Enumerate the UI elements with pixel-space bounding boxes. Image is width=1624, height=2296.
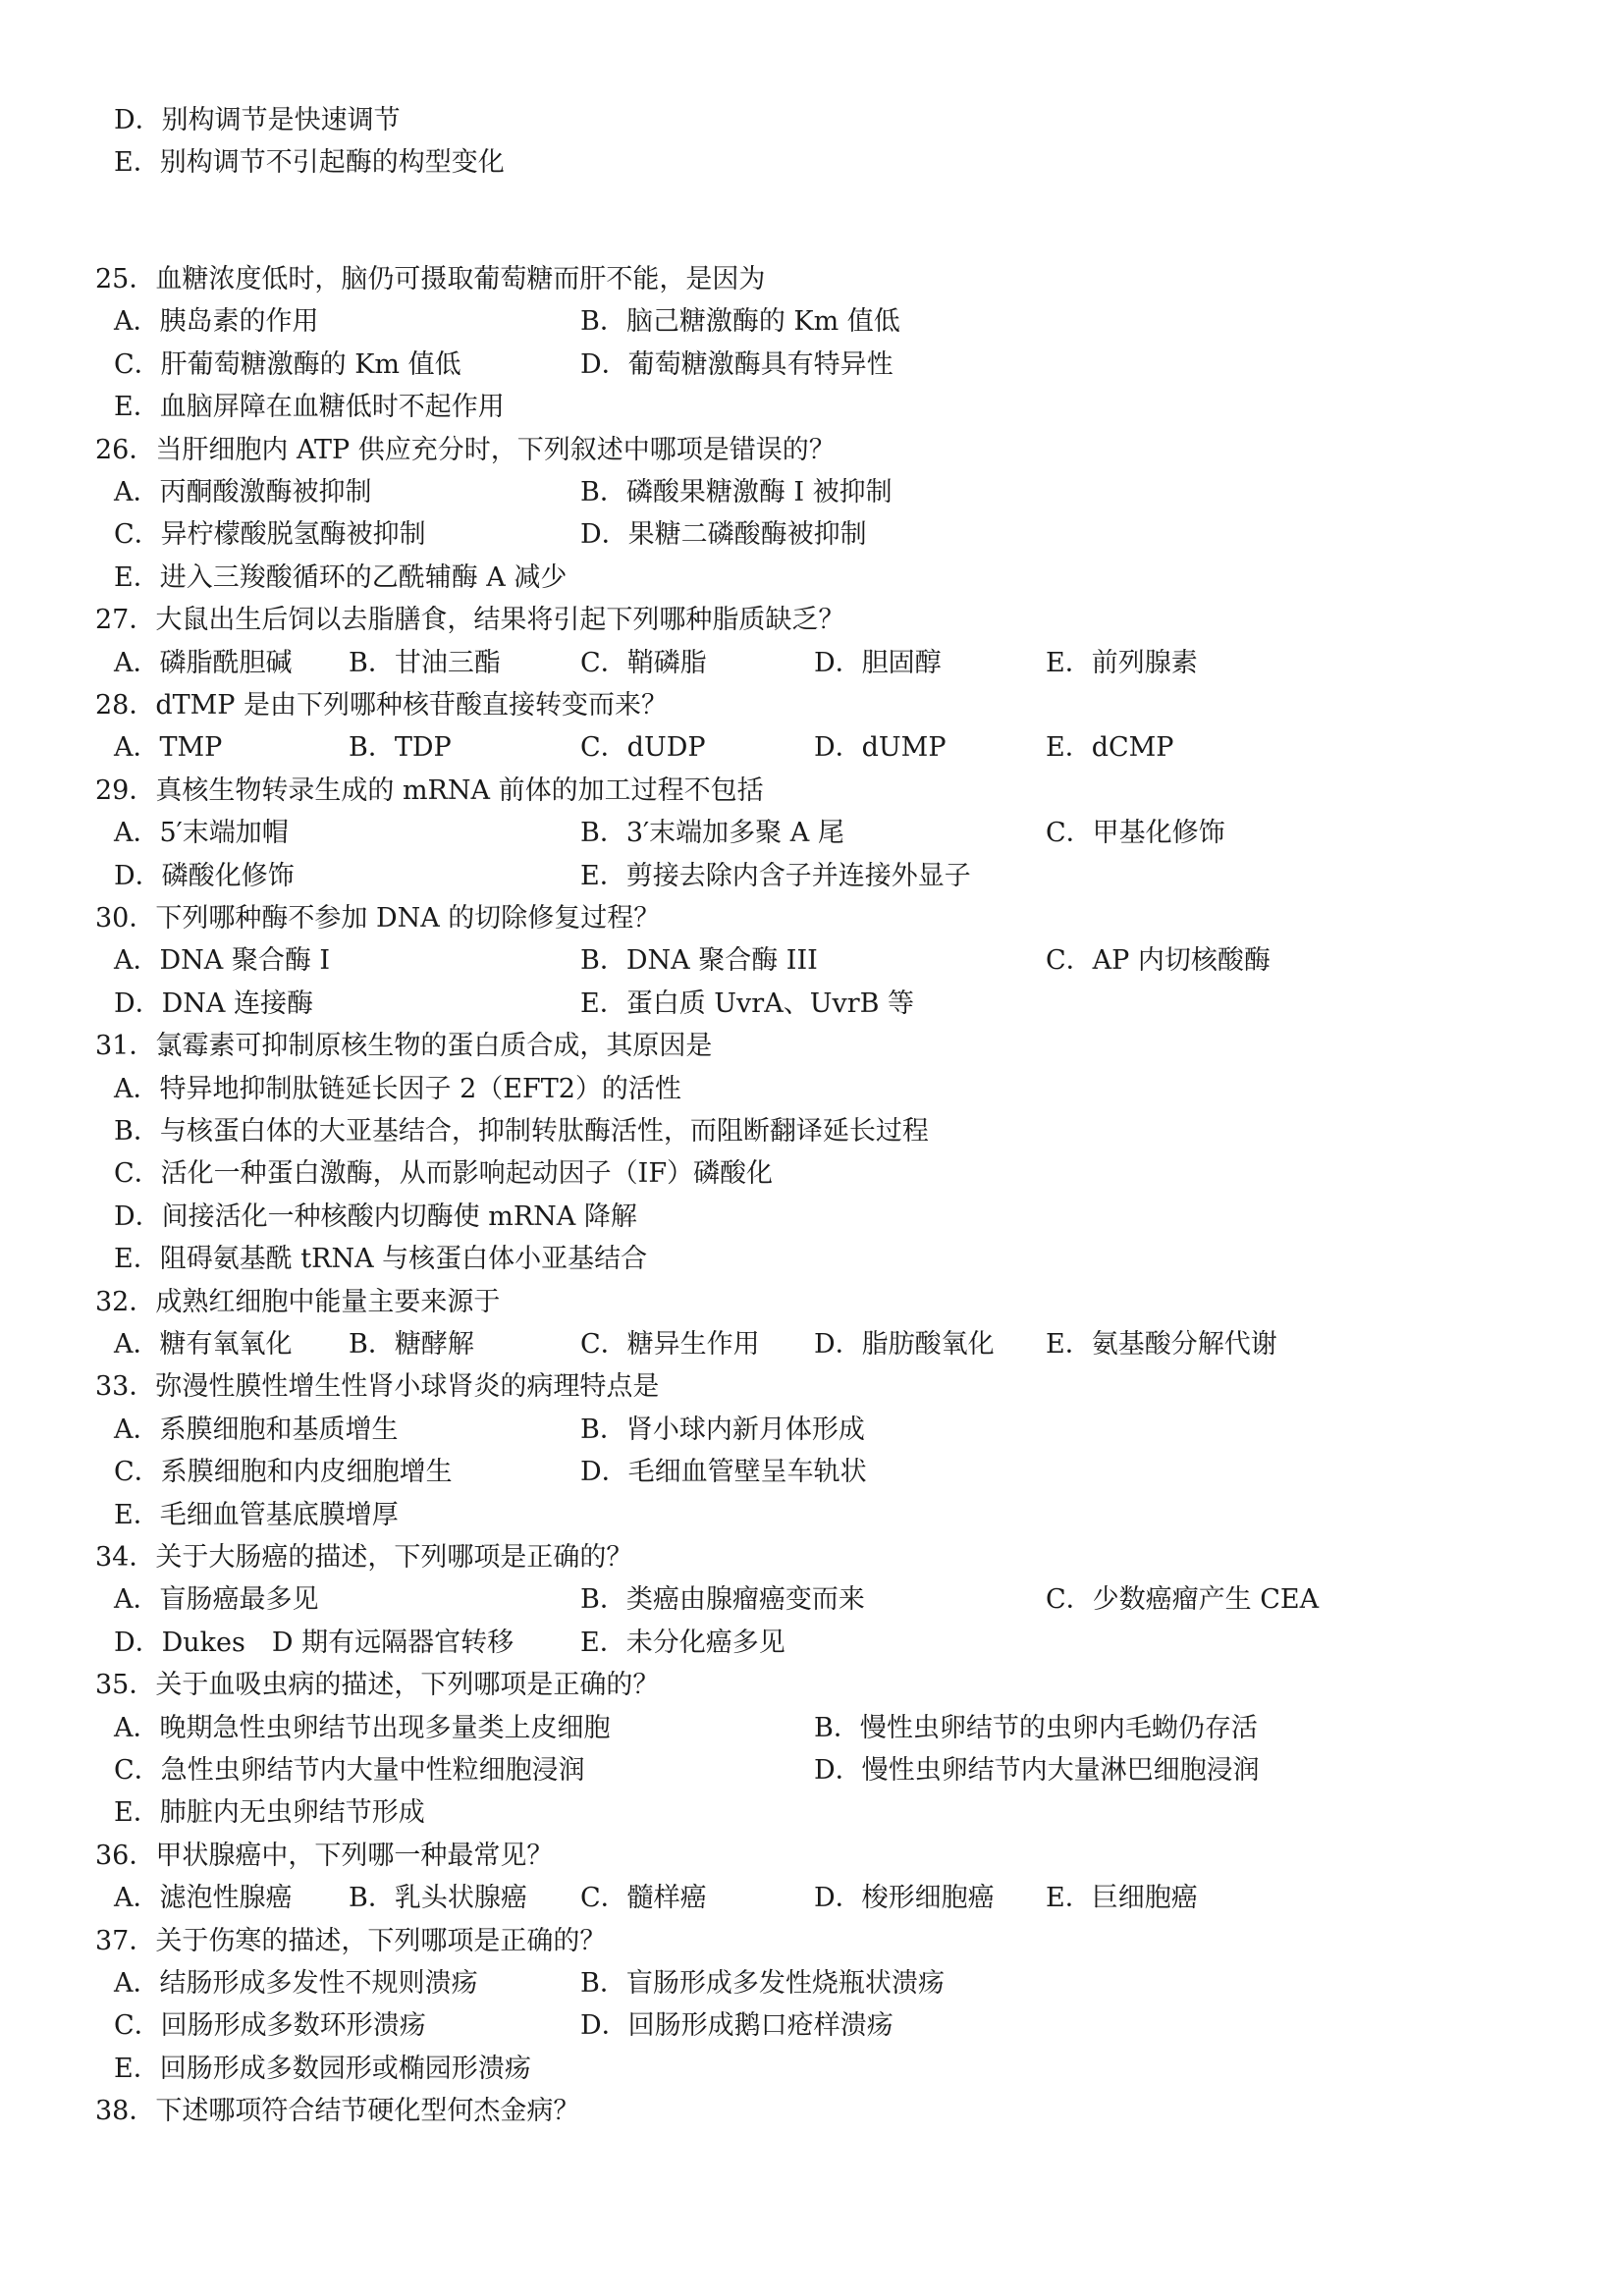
question-stem xyxy=(0,1664,1624,1706)
option-row xyxy=(0,99,1624,141)
option: A．5′末端加帽 xyxy=(114,818,289,849)
question-text: 26．当肝细胞内 ATP 供应充分时，下列叙述中哪项是错误的？ xyxy=(95,434,836,465)
option: D．果糖二磷酸酶被抑制 xyxy=(580,519,867,551)
question-stem xyxy=(0,429,1624,471)
option: B．DNA 聚合酶 III xyxy=(580,945,818,977)
option: A．盲肠癌最多见 xyxy=(114,1584,319,1616)
option-row xyxy=(0,141,1624,184)
option-row xyxy=(0,1494,1624,1536)
option-row xyxy=(0,1323,1624,1365)
option: C．系膜细胞和内皮细胞增生 xyxy=(114,1457,453,1488)
option: A．结肠形成多发性不规则溃疡 xyxy=(114,1968,478,1999)
option: B．TDP xyxy=(349,732,452,764)
option-row xyxy=(0,513,1624,556)
question-stem xyxy=(0,1536,1624,1578)
option: B．与核蛋白体的大亚基结合，抑制转肽酶活性，而阻断翻译延长过程 xyxy=(114,1116,929,1147)
option: B．肾小球内新月体形成 xyxy=(580,1414,865,1445)
option: C．少数癌瘤产生 CEA xyxy=(1046,1584,1320,1616)
option-row xyxy=(0,1749,1624,1791)
option: D．葡萄糖激酶具有特异性 xyxy=(580,348,893,380)
option: D．慢性虫卵结节内大量淋巴细胞浸润 xyxy=(814,1755,1260,1786)
option-row xyxy=(0,642,1624,684)
option: C．AP 内切核酸酶 xyxy=(1046,945,1271,977)
question-text: 38．下述哪项符合结节硬化型何杰金病？ xyxy=(95,2096,580,2127)
question-text: 36．甲状腺癌中，下列哪一种最常见？ xyxy=(95,1840,554,1871)
question-stem xyxy=(0,258,1624,300)
option: D．毛细血管壁呈车轨状 xyxy=(580,1457,867,1488)
option: B．类癌由腺瘤癌变而来 xyxy=(580,1584,865,1616)
option: A．糖有氧氧化 xyxy=(114,1329,293,1360)
option: E．未分化癌多见 xyxy=(580,1627,785,1658)
option-row xyxy=(0,1409,1624,1451)
option-row xyxy=(0,1238,1624,1280)
option: C．活化一种蛋白激酶，从而影响起动因子（IF）磷酸化 xyxy=(114,1158,774,1190)
option: A．系膜细胞和基质增生 xyxy=(114,1414,399,1445)
option: B．糖酵解 xyxy=(349,1329,474,1360)
option-row xyxy=(0,812,1624,854)
option: E．别构调节不引起酶的构型变化 xyxy=(114,147,505,179)
option: C．髓样癌 xyxy=(580,1883,707,1914)
option-row xyxy=(0,1791,1624,1834)
option: A．滤泡性腺癌 xyxy=(114,1883,293,1914)
option: E．前列腺素 xyxy=(1046,647,1198,678)
question-text: 30．下列哪种酶不参加 DNA 的切除修复过程？ xyxy=(95,903,661,934)
option-row xyxy=(0,557,1624,599)
option: B．脑己糖激酶的 Km 值低 xyxy=(580,306,900,338)
question-text: 33．弥漫性膜性增生性肾小球肾炎的病理特点是 xyxy=(95,1371,660,1403)
option: B．盲肠形成多发性烧瓶状溃疡 xyxy=(580,1968,945,1999)
option-row xyxy=(0,1707,1624,1749)
option: D．DNA 连接酶 xyxy=(114,988,314,1019)
option-row xyxy=(0,344,1624,386)
option: C．dUDP xyxy=(580,732,706,764)
option-row xyxy=(0,983,1624,1025)
option: D．间接活化一种核酸内切酶使 mRNA 降解 xyxy=(114,1201,637,1232)
question-stem xyxy=(0,1835,1624,1877)
option-row xyxy=(0,2048,1624,2090)
option: D．磷酸化修饰 xyxy=(114,860,295,891)
question-stem xyxy=(0,1920,1624,1962)
option: B．3′末端加多聚 A 尾 xyxy=(580,818,844,849)
option-row xyxy=(0,1578,1624,1621)
question-text: 29．真核生物转录生成的 mRNA 前体的加工过程不包括 xyxy=(95,774,764,806)
option: B．慢性虫卵结节的虫卵内毛蚴仍存活 xyxy=(814,1712,1258,1743)
option-row xyxy=(0,1196,1624,1238)
option: E．肺脏内无虫卵结节形成 xyxy=(114,1797,425,1829)
option: D．脂肪酸氧化 xyxy=(814,1329,995,1360)
option: D．别构调节是快速调节 xyxy=(114,105,401,135)
option-row xyxy=(0,1152,1624,1195)
option: E．毛细血管基底膜增厚 xyxy=(114,1499,399,1530)
option: C．肝葡萄糖激酶的 Km 值低 xyxy=(114,348,461,380)
option: E．巨细胞癌 xyxy=(1046,1883,1198,1914)
option: A．胰岛素的作用 xyxy=(114,306,319,338)
option-row xyxy=(0,1068,1624,1110)
question-text: 32．成熟红细胞中能量主要来源于 xyxy=(95,1286,501,1317)
option: A．磷脂酰胆碱 xyxy=(114,647,293,678)
question-stem xyxy=(0,1281,1624,1323)
question-text: 34．关于大肠癌的描述，下列哪项是正确的？ xyxy=(95,1542,633,1573)
option: C．异柠檬酸脱氢酶被抑制 xyxy=(114,519,426,551)
option-row xyxy=(0,471,1624,513)
option: A．丙酮酸激酶被抑制 xyxy=(114,477,372,507)
option: C．甲基化修饰 xyxy=(1046,818,1225,849)
question-text: 37．关于伤寒的描述，下列哪项是正确的？ xyxy=(95,1925,607,1956)
question-text: 25．血糖浓度低时，脑仍可摄取葡萄糖而肝不能，是因为 xyxy=(95,264,766,294)
question-stem xyxy=(0,770,1624,812)
option-row xyxy=(0,1877,1624,1919)
question-stem xyxy=(0,2090,1624,2132)
question-text: 35．关于血吸虫病的描述，下列哪项是正确的？ xyxy=(95,1670,660,1701)
question-stem xyxy=(0,1025,1624,1067)
option-row xyxy=(0,726,1624,769)
option: B．乳头状腺癌 xyxy=(349,1883,527,1914)
option-row xyxy=(0,1962,1624,2004)
option: B．甘油三酯 xyxy=(349,647,501,678)
option-row xyxy=(0,1110,1624,1152)
option-row xyxy=(0,939,1624,982)
option: D．回肠形成鹅口疮样溃疡 xyxy=(580,2010,893,2042)
option: D．胆固醇 xyxy=(814,647,942,678)
option: E．dCMP xyxy=(1046,732,1174,764)
question-stem xyxy=(0,897,1624,939)
option: D．梭形细胞癌 xyxy=(814,1883,995,1914)
option-row xyxy=(0,300,1624,343)
option-row xyxy=(0,386,1624,428)
question-text: 31．氯霉素可抑制原核生物的蛋白质合成，其原因是 xyxy=(95,1031,713,1062)
option: E．回肠形成多数园形或椭园形溃疡 xyxy=(114,2053,531,2084)
option: E．氨基酸分解代谢 xyxy=(1046,1329,1277,1360)
option: C．急性虫卵结节内大量中性粒细胞浸润 xyxy=(114,1755,585,1786)
option: A．晚期急性虫卵结节出现多量类上皮细胞 xyxy=(114,1712,611,1743)
question-stem xyxy=(0,1365,1624,1408)
option: C．回肠形成多数环形溃疡 xyxy=(114,2010,426,2042)
option: A．特异地抑制肽链延长因子 2（EFT2）的活性 xyxy=(114,1073,681,1104)
option: D．dUMP xyxy=(814,732,947,764)
question-text: 27．大鼠出生后饲以去脂膳食，结果将引起下列哪种脂质缺乏？ xyxy=(95,605,845,636)
option: E．进入三羧酸循环的乙酰辅酶 A 减少 xyxy=(114,561,568,593)
option: E．血脑屏障在血糖低时不起作用 xyxy=(114,392,505,423)
option: A．DNA 聚合酶 I xyxy=(114,945,331,977)
option: E．阻碍氨基酰 tRNA 与核蛋白体小亚基结合 xyxy=(114,1244,648,1275)
question-text: 28．dTMP 是由下列哪种核苷酸直接转变而来？ xyxy=(95,690,669,721)
option: E．蛋白质 UvrA、UvrB 等 xyxy=(580,988,915,1019)
question-stem xyxy=(0,684,1624,726)
option: E．剪接去除内含子并连接外显子 xyxy=(580,860,971,891)
option-row xyxy=(0,2004,1624,2047)
option: B．磷酸果糖激酶 I 被抑制 xyxy=(580,477,893,507)
option-row xyxy=(0,1622,1624,1664)
option: D．Dukes D 期有远隔器官转移 xyxy=(114,1627,514,1658)
question-stem xyxy=(0,599,1624,641)
option-row xyxy=(0,1451,1624,1493)
option: C．糖异生作用 xyxy=(580,1329,760,1360)
option-row xyxy=(0,855,1624,897)
option: C．鞘磷脂 xyxy=(580,647,707,678)
option: A．TMP xyxy=(114,732,223,764)
